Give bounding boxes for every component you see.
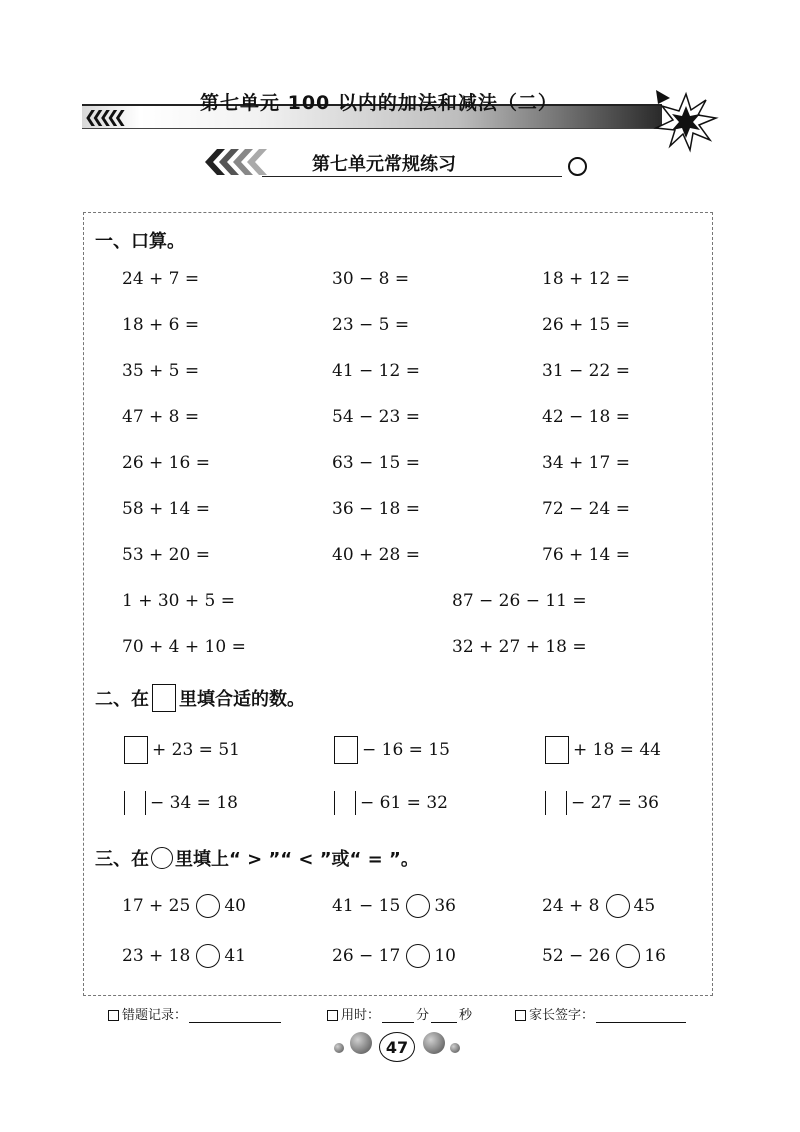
fill-blank-item [334, 791, 448, 815]
section-circle-icon [568, 157, 587, 176]
oral-calc-item: 32 + 27 + 18 = [452, 637, 587, 657]
star-decoration-icon [650, 88, 720, 156]
oral-calc-item: 47 + 8 = [122, 407, 200, 427]
parent-signature-field [515, 1004, 688, 1023]
time-used-label: 用时： [341, 1008, 381, 1023]
oral-calc-item: 87 − 26 − 11 = [452, 591, 587, 611]
compare-right: 41 [224, 946, 246, 966]
oral-calc-item: 35 + 5 = [122, 361, 200, 381]
oral-calc-item: 34 + 17 = [542, 453, 630, 473]
fill-blank-expression: − 34 = 18 [150, 793, 238, 813]
compare-right: 45 [633, 896, 656, 916]
page-number-text: 47 [385, 1037, 409, 1057]
compare-left: 41 − 15 [332, 896, 401, 916]
error-record-label: 错题记录： [122, 1008, 188, 1023]
time-used-field [327, 1004, 472, 1023]
page-number [379, 1032, 415, 1062]
answer-box[interactable] [124, 791, 146, 815]
unit-title: 第七单元 100 以内的加法和减法（二） [200, 92, 558, 114]
compare-item [122, 944, 246, 968]
part1-heading: 一、口算。 [95, 231, 185, 252]
error-record-field [108, 1004, 283, 1023]
oral-calc-item: 40 + 28 = [332, 545, 420, 565]
oral-calc-item: 1 + 30 + 5 = [122, 591, 236, 611]
compare-right: 16 [644, 946, 666, 966]
oral-calc-item: 23 − 5 = [332, 315, 410, 335]
section-chevron-icon [205, 149, 267, 175]
answer-box-icon [152, 684, 176, 712]
section-underline [262, 176, 562, 177]
compare-item [122, 894, 246, 918]
answer-box[interactable] [124, 736, 148, 764]
part2-heading [95, 684, 305, 712]
oral-calc-item: 58 + 14 = [122, 499, 210, 519]
part2-heading-prefix: 二、在 [95, 689, 149, 710]
part3-heading-suffix: 里填上“ > ”“ < ”或“ = ”。 [175, 849, 419, 870]
oral-calc-item: 72 − 24 = [542, 499, 630, 519]
compare-circle[interactable] [606, 894, 630, 918]
compare-left: 23 + 18 [122, 946, 191, 966]
seconds-line[interactable] [431, 1021, 457, 1023]
answer-circle-icon [151, 847, 173, 869]
compare-item [542, 944, 666, 968]
oral-calc-item: 76 + 14 = [542, 545, 630, 565]
oral-calc-item: 41 − 12 = [332, 361, 420, 381]
oral-calc-item: 42 − 18 = [542, 407, 630, 427]
minutes-line[interactable] [382, 1021, 414, 1023]
oral-calc-item: 24 + 7 = [122, 269, 200, 289]
compare-item [332, 944, 456, 968]
oral-calc-item: 18 + 6 = [122, 315, 200, 335]
answer-box[interactable] [334, 791, 356, 815]
fill-blank-expression: + 18 = 44 [573, 740, 661, 760]
fill-blank-expression: + 23 = 51 [152, 740, 240, 760]
compare-right: 10 [434, 946, 456, 966]
oral-calc-item: 53 + 20 = [122, 545, 210, 565]
header-chevron-icon: ❮❮❮❮❮ [84, 107, 122, 126]
compare-circle[interactable] [196, 894, 220, 918]
checkbox-icon[interactable] [108, 1010, 119, 1021]
part3-heading-prefix: 三、在 [95, 849, 149, 870]
oral-calc-item: 36 − 18 = [332, 499, 420, 519]
part3-heading [95, 845, 419, 871]
oral-calc-item: 31 − 22 = [542, 361, 630, 381]
fill-blank-item [545, 736, 661, 764]
decor-dot-icon [350, 1032, 372, 1054]
checkbox-icon[interactable] [327, 1010, 338, 1021]
fill-blank-item [124, 736, 240, 764]
section-title: 第七单元常规练习 [312, 154, 456, 175]
oral-calc-item: 63 − 15 = [332, 453, 420, 473]
decor-dot-icon [450, 1043, 460, 1053]
decor-dot-icon [423, 1032, 445, 1054]
oral-calc-item: 26 + 15 = [542, 315, 630, 335]
parent-signature-label: 家长签字： [529, 1008, 595, 1023]
compare-left: 52 − 26 [542, 946, 611, 966]
minutes-label: 分 [416, 1008, 430, 1023]
seconds-label: 秒 [459, 1008, 473, 1023]
compare-right: 40 [224, 896, 246, 916]
part2-heading-suffix: 里填合适的数。 [179, 689, 305, 710]
compare-circle[interactable] [616, 944, 640, 968]
compare-right: 36 [434, 896, 456, 916]
compare-left: 17 + 25 [122, 896, 191, 916]
compare-circle[interactable] [406, 944, 430, 968]
compare-item [332, 894, 456, 918]
compare-left: 26 − 17 [332, 946, 401, 966]
checkbox-icon[interactable] [515, 1010, 526, 1021]
fill-blank-item [545, 791, 659, 815]
fill-blank-item [334, 736, 450, 764]
compare-circle[interactable] [406, 894, 430, 918]
error-record-line[interactable] [189, 1021, 281, 1023]
compare-left: 24 + 8 [542, 896, 600, 916]
fill-blank-expression: − 16 = 15 [362, 740, 450, 760]
fill-blank-expression: − 61 = 32 [360, 793, 448, 813]
decor-dot-icon [334, 1043, 344, 1053]
oral-calc-item: 18 + 12 = [542, 269, 630, 289]
fill-blank-expression: − 27 = 36 [571, 793, 659, 813]
oral-calc-item: 30 − 8 = [332, 269, 410, 289]
oral-calc-item: 26 + 16 = [122, 453, 210, 473]
oral-calc-item: 54 − 23 = [332, 407, 420, 427]
fill-blank-item [124, 791, 238, 815]
answer-box[interactable] [334, 736, 358, 764]
oral-calc-item: 70 + 4 + 10 = [122, 637, 246, 657]
parent-signature-line[interactable] [596, 1021, 686, 1023]
compare-item [542, 894, 655, 918]
answer-box[interactable] [545, 736, 569, 764]
answer-box[interactable] [545, 791, 567, 815]
compare-circle[interactable] [196, 944, 220, 968]
